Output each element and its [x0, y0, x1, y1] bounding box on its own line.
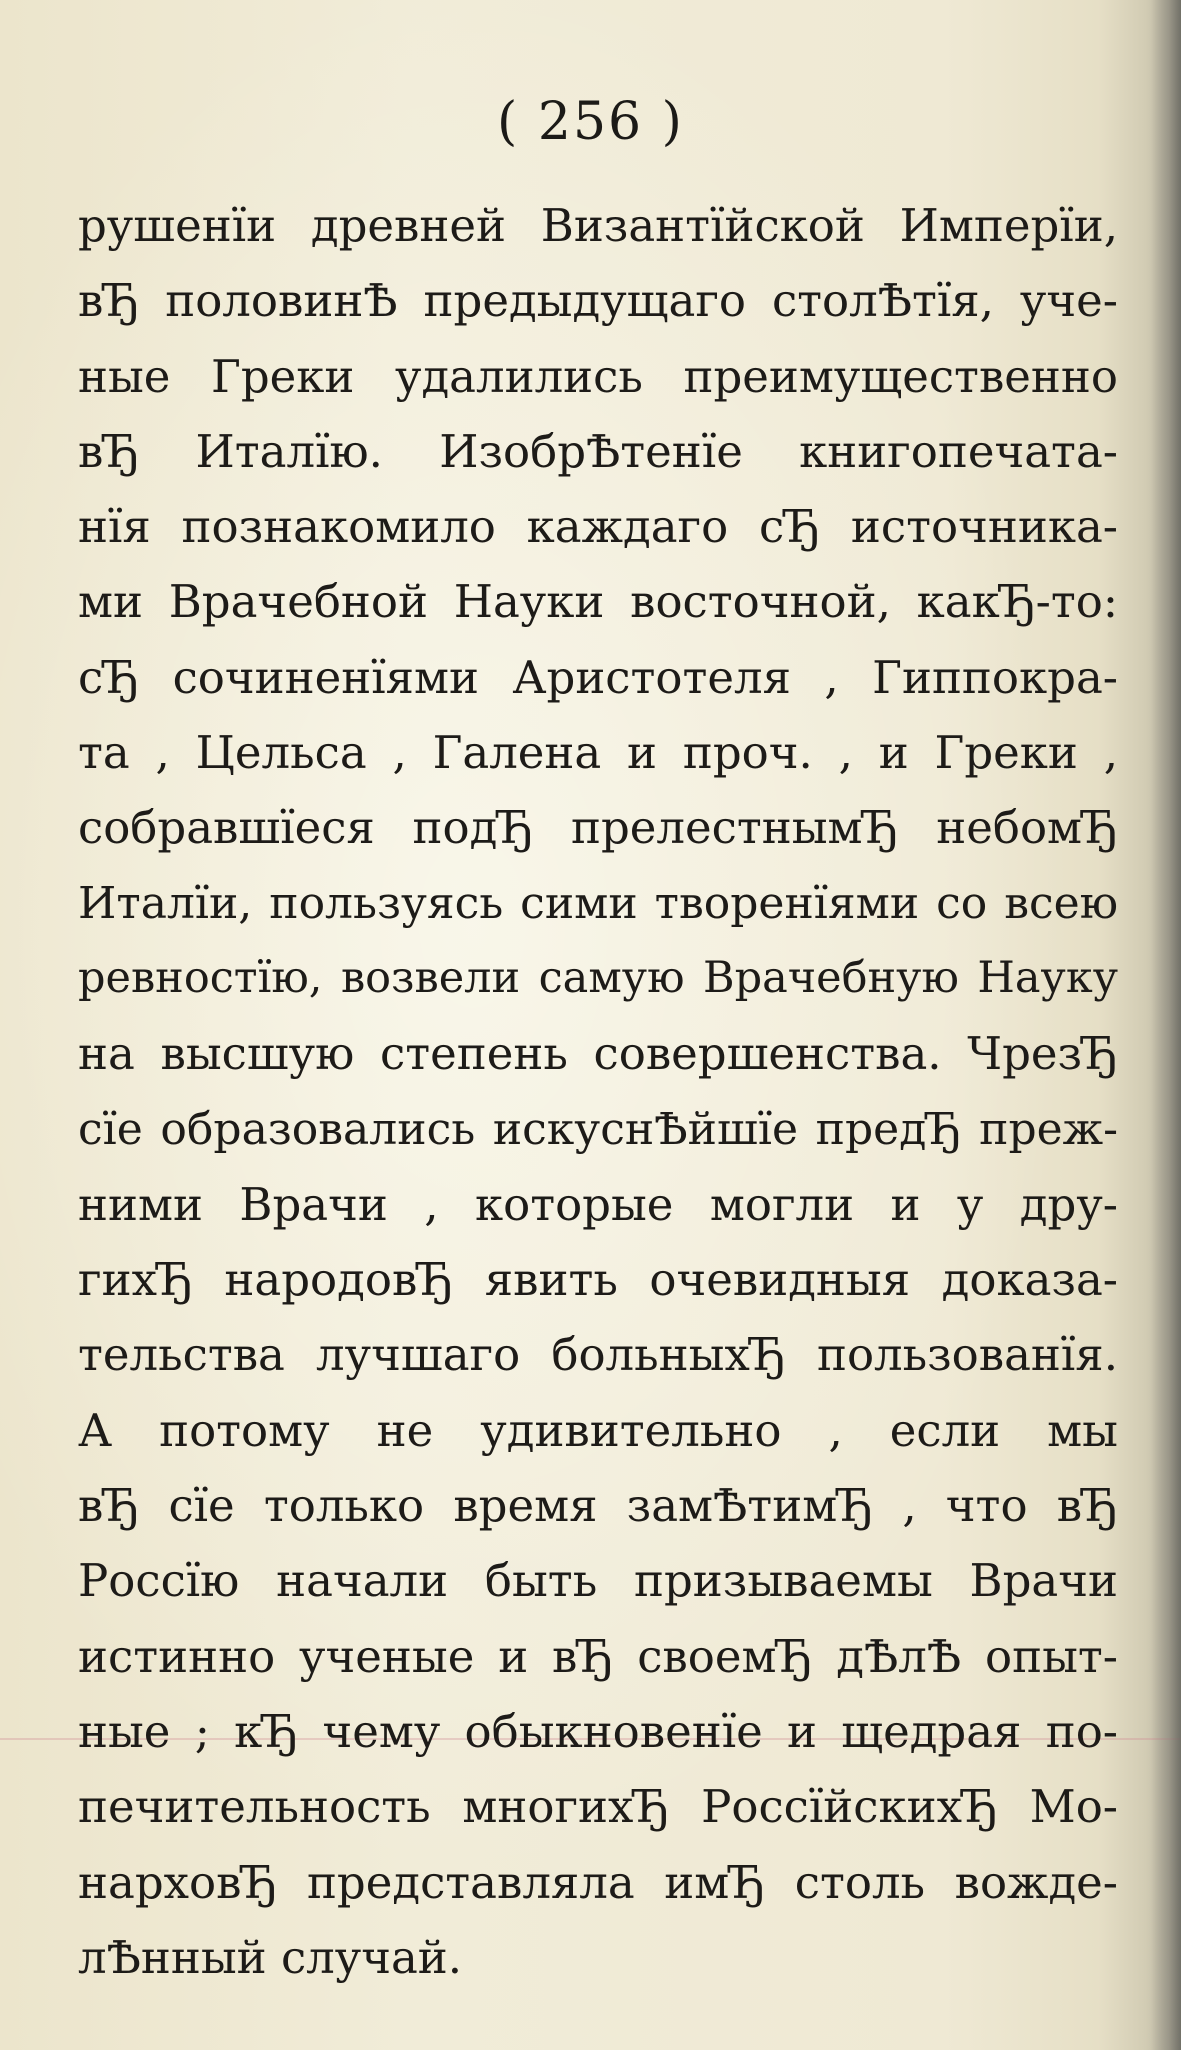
- text-line: истинно ученые и вЂ своемЂ дѢлѢ опыт-: [78, 1629, 1118, 1683]
- text-line: ные ; кЂ чему обыкновенїе и щедрая по-: [78, 1704, 1118, 1758]
- text-line: нїя познакомило каждаго сЂ источника-: [78, 500, 1118, 554]
- text-line: на высшую степень совершенства. ЧрезЂ: [78, 1027, 1118, 1081]
- text-line: тельства лучшаго больныхЂ пользованїя.: [78, 1328, 1118, 1382]
- text-line: та , Цельса , Галена и проч. , и Греки ,: [78, 726, 1118, 780]
- text-line: ные Греки удалились преимущественно: [78, 349, 1118, 403]
- text-line: вЂ сїе только время замѢтимЂ , что вЂ: [78, 1479, 1118, 1533]
- text-line: сЂ сочиненїями Аристотеля , Гиппокра-: [78, 650, 1118, 704]
- text-line: Россїю начали быть призываемы Врачи: [78, 1554, 1118, 1608]
- text-line: вЂ Италїю. ИзобрѢтенїе книгопечата-: [78, 424, 1118, 478]
- text-line: рушенїи древней Византїйской Имперїи,: [78, 199, 1118, 252]
- text-line: лѢнный случай.: [78, 1930, 463, 1984]
- text-line: печительность многихЂ РоссїйскихЂ Мо-: [78, 1780, 1118, 1834]
- body-text: [78, 188, 1118, 1995]
- text-line: ми Врачебной Науки восточной, какЂ-то:: [78, 575, 1118, 629]
- text-line: ревностїю, возвели самую Врачебную Науку: [78, 952, 1118, 1003]
- text-line: собравшїеся подЂ прелестнымЂ небомЂ: [78, 801, 1118, 855]
- text-line: гихЂ народовЂ явить очевидныя доказа-: [78, 1253, 1118, 1307]
- text-line: вЂ половинѢ предыдущаго столѢтїя, уче-: [78, 274, 1118, 328]
- text-line: А потому не удивительно , если мы: [78, 1403, 1118, 1457]
- page-gutter-shadow: [1151, 0, 1181, 2050]
- text-line: сїе образовались искуснѢйшїе предЂ преж-: [78, 1103, 1118, 1155]
- page-number: ( 256 ): [497, 92, 684, 152]
- text-line: нарховЂ представляла имЂ столь вожде-: [78, 1855, 1118, 1909]
- text-line: ними Врачи , которые могли и у дру-: [78, 1177, 1118, 1231]
- text-line: Италїи, пользуясь сими творенїями со всею: [78, 877, 1118, 929]
